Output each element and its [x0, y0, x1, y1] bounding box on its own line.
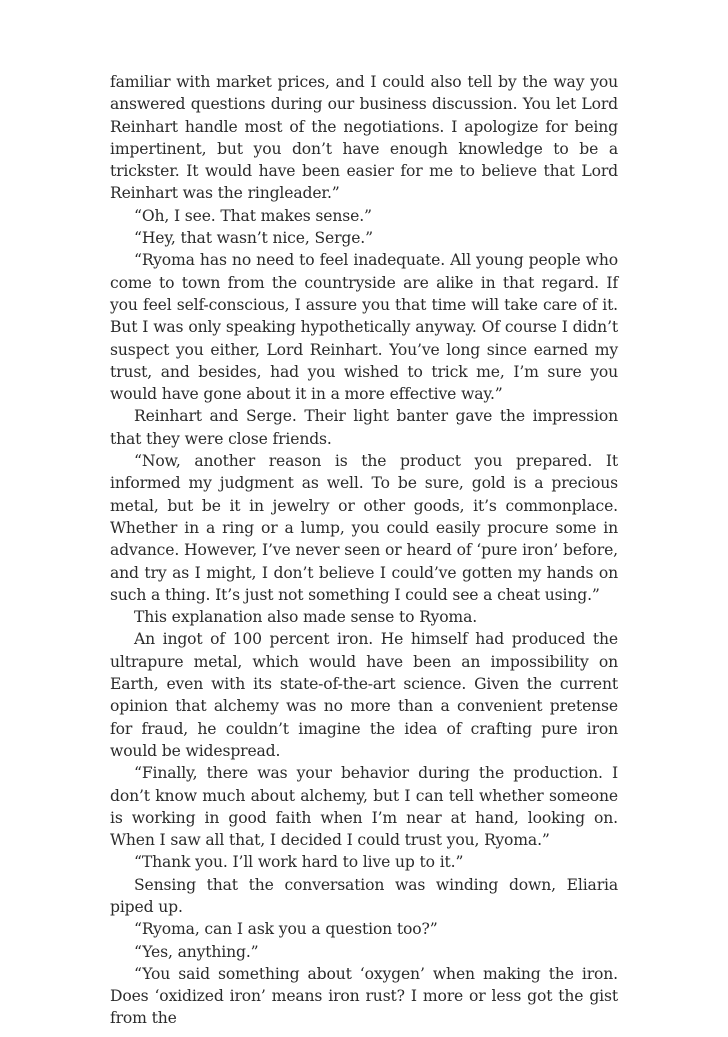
paragraph: familiar with market prices, and I could also tell by the way you answered questions during our business discussion. You let Lord Reinhart handle most of the negotiations. I apologize for being impertinent, but you don’t have enough knowledge to be a trickster. It would have been easier for me to believe that Lord Reinhart was the ringleader.”: [110, 73, 618, 203]
paragraph: “You said something about ‘oxygen’ when making the iron. Does ‘oxidized iron’ means iron rust? I more or less got the gist from the: [110, 964, 618, 1028]
paragraph: This explanation also made sense to Ryoma.: [134, 608, 478, 627]
paragraph: “Finally, there was your behavior during the production. I don’t know much about alchemy, but I can tell whether someone is working in good faith when I’m near at hand, looking on. When I saw all that, I decided I could trust you, Ryoma.”: [110, 764, 618, 850]
paragraph: “Ryoma, can I ask you a question too?”: [134, 920, 438, 939]
page-body: [110, 71, 618, 1030]
paragraph: Sensing that the conversation was winding down, Eliaria piped up.: [110, 875, 618, 916]
paragraph: “Oh, I see. That makes sense.”: [134, 206, 372, 225]
paragraph: An ingot of 100 percent iron. He himself had produced the ultrapure metal, which would have been an impossibility on Earth, even with its state-of-the-art science. Given the current opinion that alchemy was no more than a convenient pretense for fraud, he couldn’t imagine the idea of crafting pure iron would be widespread.: [110, 630, 618, 760]
paragraph: “Ryoma has no need to feel inadequate. All young people who come to town from the countryside are alike in that regard. If you feel self-conscious, I assure you that time will take care of it. But I was only speaking hypothetically anyway. Of course I didn’t suspect you either, Lord Reinhart. You’ve long since earned my trust, and besides, had you wished to trick me, I’m sure you would have gone about it in a more effective way.”: [110, 251, 618, 404]
paragraph: “Thank you. I’ll work hard to live up to it.”: [134, 853, 464, 872]
paragraph: Reinhart and Serge. Their light banter gave the impression that they were close friends.: [110, 407, 618, 448]
paragraph: “Now, another reason is the product you prepared. It informed my judgment as well. To be sure, gold is a precious metal, but be it in jewelry or other goods, it’s commonplace. Whether in a ring or a lump, you could easily procure some in advance. However, I’ve never seen or heard of ‘pure iron’ before, and try as I might, I don’t believe I could’ve gotten my hands on such a thing. It’s just not something I could see a cheat using.”: [110, 452, 618, 604]
paragraph: “Hey, that wasn’t nice, Serge.”: [134, 229, 373, 248]
paragraph: “Yes, anything.”: [134, 942, 259, 961]
